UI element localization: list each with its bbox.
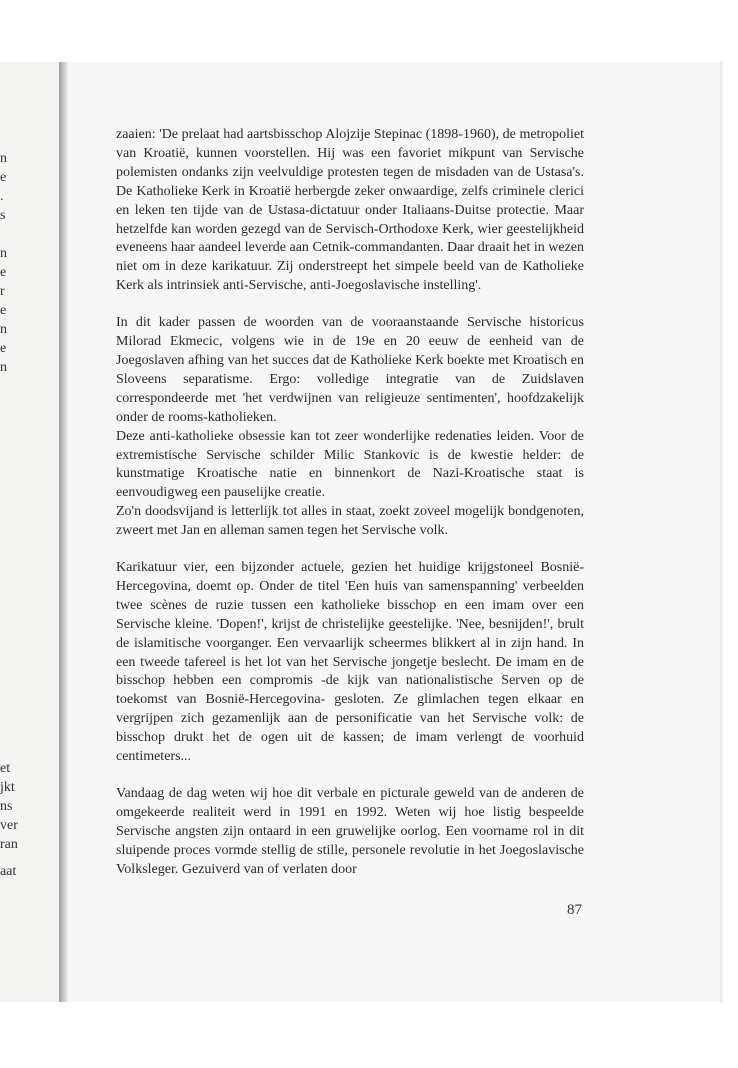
left-page-fragment: . <box>0 189 4 204</box>
left-page-fragment: e <box>0 341 7 356</box>
paragraph: zaaien: 'De prelaat had aartsbisschop Alojzije Stepinac (1898-1960), de metropoliet van Kroatië, kunnen voorstellen. Hij was een favoriet mikpunt van Servische polemisten ondanks zijn veelvuldige protesten tegen de misdaden van de Ustasa's. De Katholieke Kerk in Kroatië herbergde zeker onwaardige, zelfs criminele clerici en leken ten tijde van de Ustasa-dictatuur onder Italiaans-Duitse protectie. Maar hetzelfde kan worden gezegd van de Servisch-Orthodoxe Kerk, wier geestelijkheid eveneens haar aandeel leverde aan Cetnik-commandanten. Daar draait het in wezen niet om in deze karikatuur. Zij onderstreept het simpele beeld van de Katholieke Kerk als intrinsiek anti-Servische, anti-Joegoslavische instelling'. <box>116 127 584 294</box>
left-page-fragment: n <box>0 246 7 261</box>
left-page-fragment: n <box>0 151 7 166</box>
left-page-fragment: e <box>0 170 7 185</box>
left-page-fragment: ns <box>0 799 13 814</box>
left-page-fragment: s <box>0 208 6 223</box>
paragraph: Deze anti-katholieke obsessie kan tot zeer wonderlijke redenaties leiden. Voor de extremistische Servische schilder Milic Stankovic is de kwestie helder: de kunstmatige Kroatische natie en binnenkort de Nazi-Kroatische staat is eenvoudigweg een pauselijke creatie. <box>116 428 584 501</box>
page-edge <box>720 62 724 1002</box>
book-gutter <box>59 62 68 1002</box>
left-page-fragment: e <box>0 303 7 318</box>
paragraph: In dit kader passen de woorden van de vooraanstaande Servische historicus Milorad Ekmecic, volgens wie in de 19e en 20 eeuw de eenheid van de Joegoslaven afhing van het succes dat de Katholieke Kerk boekte met Kroatisch en Sloveens separatisme. Ergo: volledige integratie van de Zuidslaven correspondeerde met 'het verdwijnen van religieuze sentimenten', hoofdzakelijk onder de rooms-katholieken. <box>116 315 584 425</box>
page-number: 87 <box>567 902 582 918</box>
left-page-fragment: ran <box>0 837 18 852</box>
left-page-fragment: aat <box>0 864 17 879</box>
left-page-fragment: et <box>0 761 11 776</box>
paragraph: Karikatuur vier, een bijzonder actuele, gezien het huidige krijgstoneel Bosnië-Hercegovina, doemt op. Onder de titel 'Een huis van samenspanning' verbeelden twee scènes de ruzie tussen een katholieke bisschop en een imam over een Servische kleine. 'Dopen!', krijst de christelijke geestelijke. 'Nee, besnijden!', brult de islamitische voorganger. Een vervaarlijk scheermes blikkert al in zijn hand. In een tweede tafereel is het lot van het Servische jongetje beslecht. De imam en de bisschop hebben een compromis -de kijk van nationalistische Serven op de toekomst van Bosnië-Hercegovina- gesloten. Ze glimlachen tegen elkaar en vergrijpen zich gezamenlijk aan de personificatie van het Servische volk: de bisschop drukt het de ogen uit de kassen; de imam verlengt de voorhuid centimeters... <box>116 560 584 765</box>
body-text <box>116 126 584 880</box>
left-page-fragment: jkt <box>0 780 15 795</box>
paragraph: Zo'n doodsvijand is letterlijk tot alles in staat, zoekt zoveel mogelijk bondgenoten, zweert met Jan en alleman samen tegen het Servische volk. <box>116 504 584 539</box>
left-page-fragment: e <box>0 265 7 280</box>
paragraph: Vandaag de dag weten wij hoe dit verbale en picturale geweld van de anderen de omgekeerde realiteit werd in 1991 en 1992. Weten wij hoe listig bespeelde Servische angsten zijn ontaard in een gruwelijke oorlog. Een voorname rol in dit sluipende proces vormde stellig de stille, personele revolutie in het Joegoslavische Volksleger. Gezuiverd van of verlaten door <box>116 786 584 877</box>
left-page-fragment: n <box>0 322 7 337</box>
left-page-fragment: n <box>0 360 7 375</box>
left-page-fragment: ver <box>0 818 18 833</box>
left-page-fragment: r <box>0 284 5 299</box>
